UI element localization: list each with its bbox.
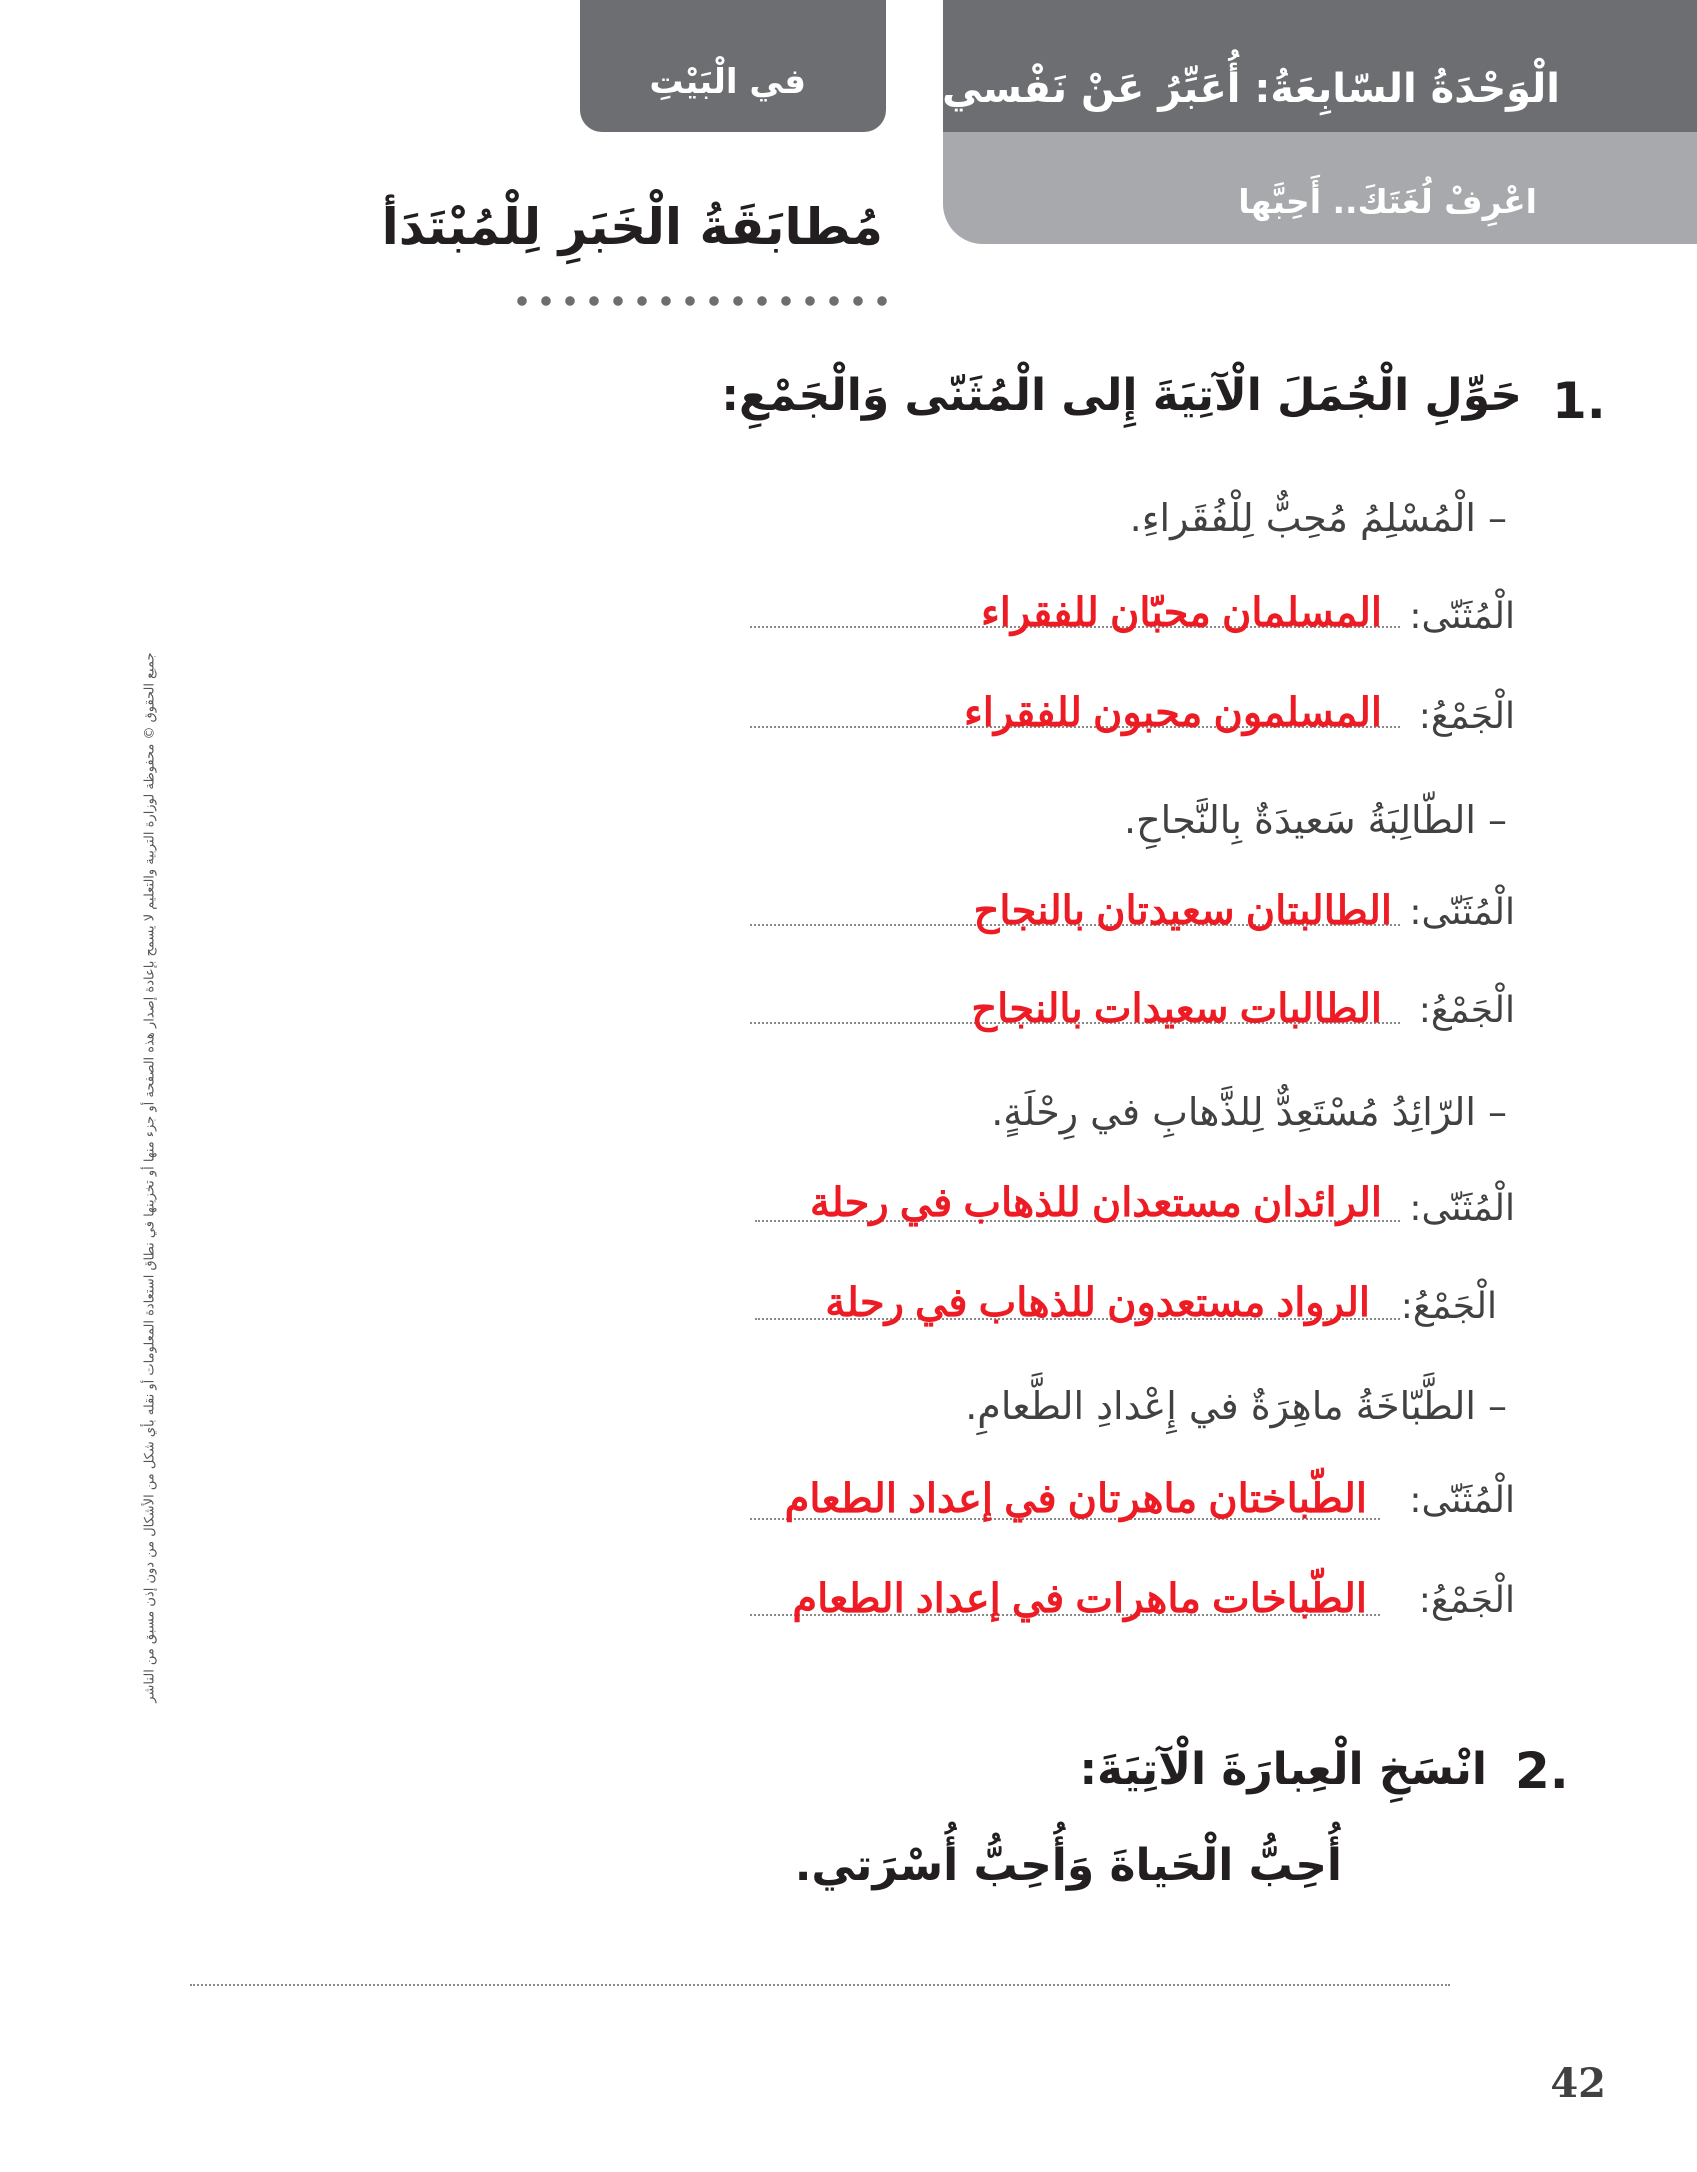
item-3-plural-label: الْجَمْعُ: — [1400, 1286, 1497, 1327]
copyright-notice: جميع الحقوق © محفوظة لوزارة التربية والتعليم لا يسمح بإعادة إصدار هذه الصفحة أو جزء منها أو تخزينها في نطاق استعادة المعلومات أو نقله بأي شكل من الأشكال من دون إذن مسبق من الناشر — [142, 652, 158, 1703]
item-3-plural-answer: الرواد مستعدون للذهاب في رحلة — [825, 1281, 1370, 1325]
item-1-dual-answer: المسلمان محبّان للفقراء — [980, 591, 1382, 635]
unit-title: الْوَحْدَةُ السّابِعَةُ: أُعَبِّرُ عَنْ نَفْسي — [942, 66, 1560, 112]
unit-header-bar — [943, 0, 1697, 132]
item-4-dual-answer: الطّباختان ماهرتان في إعداد الطعام — [784, 1477, 1367, 1521]
item-4-plural-label: الْجَمْعُ: — [1418, 1580, 1515, 1621]
item-3-sentence: – الرّائِدُ مُسْتَعِدٌّ لِلذَّهابِ في رِحْلَةٍ. — [991, 1090, 1507, 1134]
item-1-sentence: – الْمُسْلِمُ مُحِبٌّ لِلْفُقَراءِ. — [1129, 496, 1507, 540]
item-1-plural-label: الْجَمْعُ: — [1418, 696, 1515, 737]
item-4-dual-label: الْمُثَنّى: — [1409, 1480, 1515, 1521]
home-tab-label: في الْبَيْتِ — [649, 62, 806, 102]
item-2-plural-label: الْجَمْعُ: — [1418, 990, 1515, 1031]
question-1-number: 1. — [1552, 372, 1606, 430]
item-3-dual-answer: الرائدان مستعدان للذهاب في رحلة — [809, 1181, 1382, 1225]
item-1-plural-answer: المسلمون محبون للفقراء — [964, 691, 1382, 735]
lesson-title: مُطابَقَةُ الْخَبَرِ لِلْمُبْتَدَأ — [381, 198, 883, 256]
item-3-dual-label: الْمُثَنّى: — [1409, 1188, 1515, 1229]
item-2-plural-answer: الطالبات سعيدات بالنجاح — [971, 987, 1382, 1031]
page-number: 42 — [1550, 2060, 1606, 2107]
title-dotted-divider — [510, 292, 890, 310]
item-2-dual-label: الْمُثَنّى: — [1409, 892, 1515, 933]
copy-answer-line[interactable] — [190, 1984, 1450, 1986]
question-1-text: حَوِّلِ الْجُمَلَ الْآتِيَةَ إِلى الْمُثَنّى وَالْجَمْعِ: — [721, 370, 1522, 421]
question-2-phrase: أُحِبُّ الْحَياةَ وَأُحِبُّ أُسْرَتي. — [794, 1840, 1342, 1891]
item-2-sentence: – الطّالِبَةُ سَعيدَةٌ بِالنَّجاحِ. — [1124, 798, 1507, 842]
slogan-text: اعْرِفْ لُغَتَكَ.. أَحِبَّها — [1238, 182, 1537, 221]
item-1-dual-label: الْمُثَنّى: — [1409, 596, 1515, 637]
home-tab — [580, 0, 886, 132]
item-4-sentence: – الطَّبّاخَةُ ماهِرَةٌ في إِعْدادِ الطَّعامِ. — [965, 1384, 1507, 1428]
question-2-text: انْسَخِ الْعِبارَةَ الْآتِيَةَ: — [1079, 1744, 1487, 1795]
item-4-plural-answer: الطّباخات ماهرات في إعداد الطعام — [792, 1577, 1367, 1621]
item-2-dual-answer: الطالبتان سعيدتان بالنجاح — [973, 889, 1392, 933]
slogan-bar — [943, 132, 1697, 244]
question-2-number: 2. — [1515, 1742, 1569, 1800]
